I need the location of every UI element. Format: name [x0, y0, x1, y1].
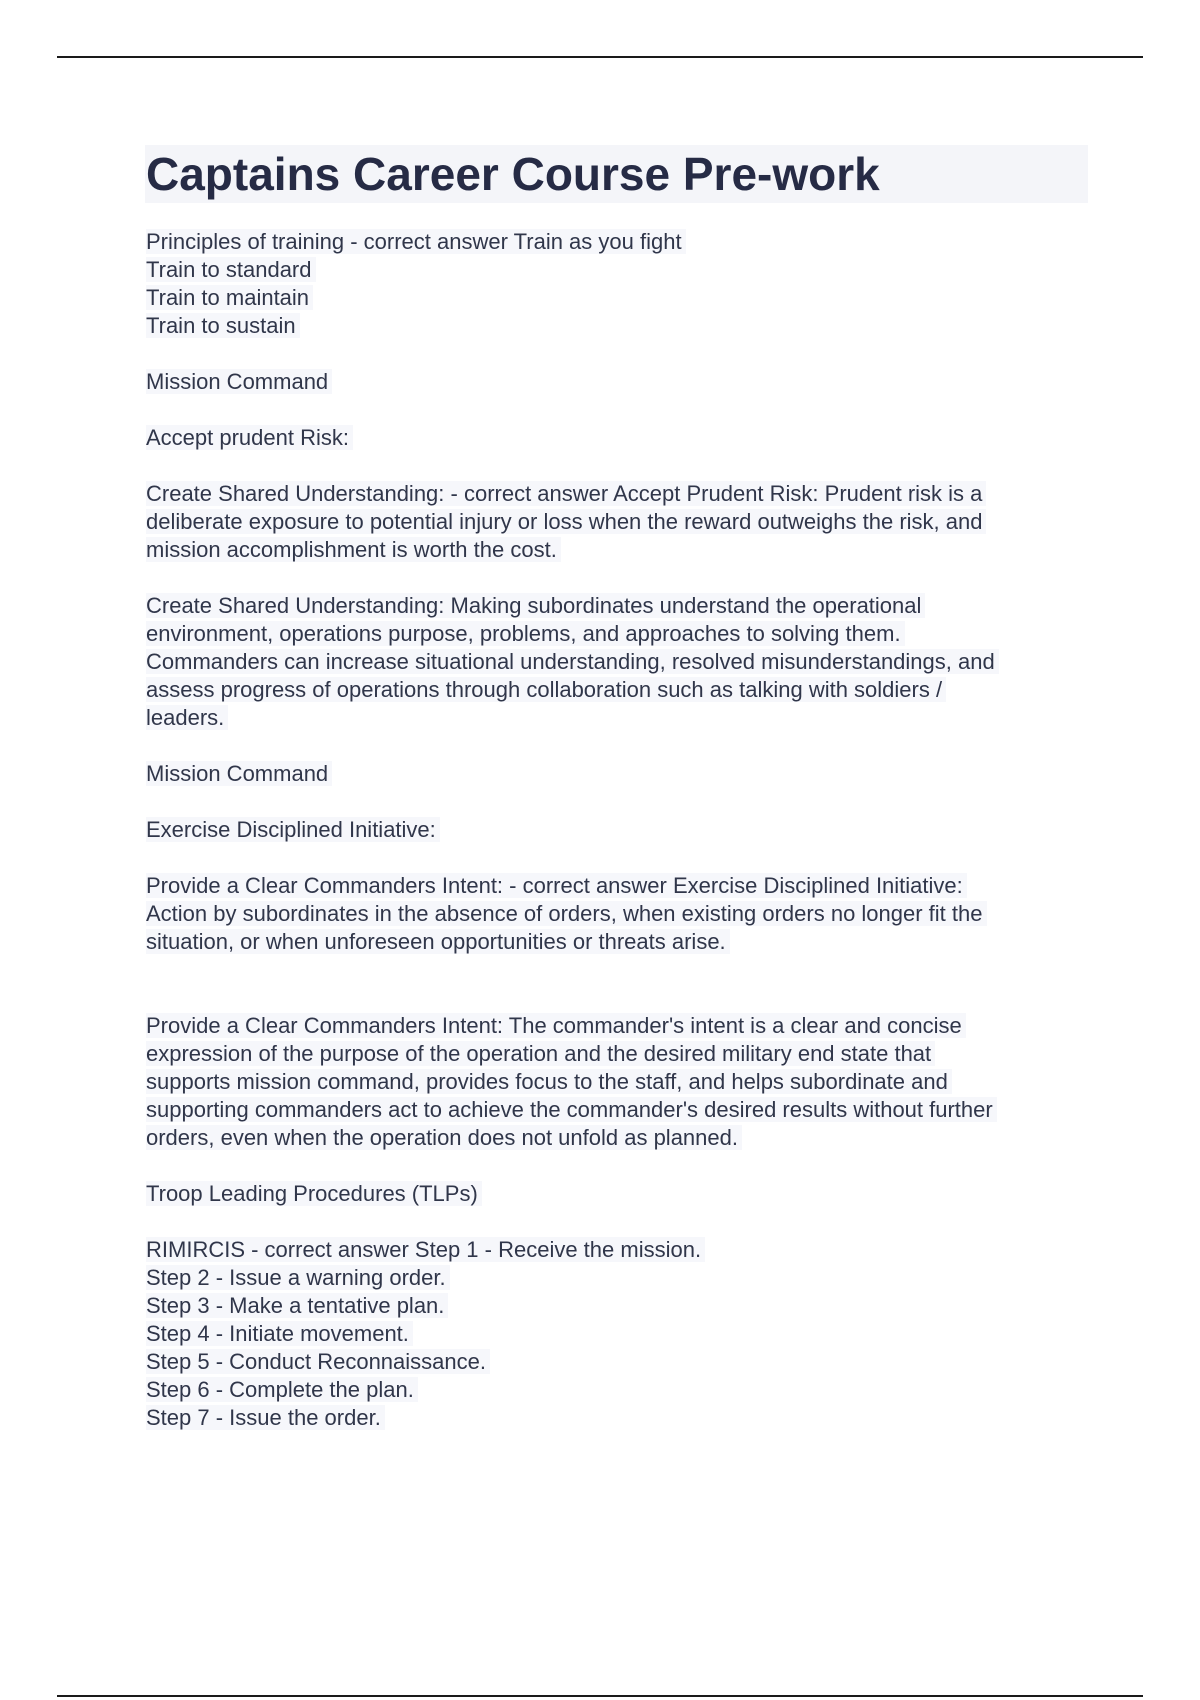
text-line: Step 4 - Initiate movement. [146, 1320, 1096, 1348]
text-line: expression of the purpose of the operation and the desired military end state that [146, 1040, 1096, 1068]
text-line: Train to maintain [146, 284, 1096, 312]
text-line: Create Shared Understanding: Making subordinates understand the operational [146, 592, 1096, 620]
paragraph-commanders-intent-answer [146, 872, 1096, 956]
paragraph-principles-of-training [146, 228, 1096, 340]
paragraph-shared-understanding-definition [146, 592, 1096, 732]
text-line: Step 7 - Issue the order. [146, 1404, 1096, 1432]
text-line: Commanders can increase situational understanding, resolved misunderstandings, and [146, 648, 1096, 676]
text-line: environment, operations purpose, problems, and approaches to solving them. [146, 620, 1096, 648]
text-line: Provide a Clear Commanders Intent: The commander's intent is a clear and concise [146, 1012, 1096, 1040]
text-line: Exercise Disciplined Initiative: [146, 816, 1096, 844]
paragraph-commanders-intent-definition [146, 1012, 1096, 1152]
paragraph-shared-understanding-answer [146, 480, 1096, 564]
text-line: Step 6 - Complete the plan. [146, 1376, 1096, 1404]
text-line: Mission Command [146, 760, 1096, 788]
text-line: orders, even when the operation does not unfold as planned. [146, 1124, 1096, 1152]
text-line: mission accomplishment is worth the cost. [146, 536, 1096, 564]
text-line: Troop Leading Procedures (TLPs) [146, 1180, 1096, 1208]
text-line: Step 2 - Issue a warning order. [146, 1264, 1096, 1292]
text-line: Mission Command [146, 368, 1096, 396]
text-line: Train to sustain [146, 312, 1096, 340]
text-line: leaders. [146, 704, 1096, 732]
text-line: assess progress of operations through collaboration such as talking with soldiers / [146, 676, 1096, 704]
paragraph-troop-leading-procedures [146, 1180, 1096, 1208]
text-line: Step 3 - Make a tentative plan. [146, 1292, 1096, 1320]
document-body [146, 228, 1096, 1460]
text-line: Provide a Clear Commanders Intent: - correct answer Exercise Disciplined Initiative: [146, 872, 1096, 900]
paragraph-rimircis-steps [146, 1236, 1096, 1432]
text-line: Step 5 - Conduct Reconnaissance. [146, 1348, 1096, 1376]
text-line: supports mission command, provides focus to the staff, and helps subordinate and [146, 1068, 1096, 1096]
paragraph-accept-prudent-risk [146, 424, 1096, 452]
header-rule [57, 56, 1143, 58]
text-line: deliberate exposure to potential injury or loss when the reward outweighs the risk, and [146, 508, 1096, 536]
text-line: Principles of training - correct answer Train as you fight [146, 228, 1096, 256]
footer-rule [57, 1695, 1143, 1697]
paragraph-exercise-disciplined-initiative [146, 816, 1096, 844]
text-line: supporting commanders act to achieve the commander's desired results without further [146, 1096, 1096, 1124]
text-line: Action by subordinates in the absence of orders, when existing orders no longer fit the [146, 900, 1096, 928]
paragraph-mission-command [146, 368, 1096, 396]
page-title: Captains Career Course Pre-work [146, 148, 880, 200]
text-line: Create Shared Understanding: - correct answer Accept Prudent Risk: Prudent risk is a [146, 480, 1096, 508]
text-line: situation, or when unforeseen opportunities or threats arise. [146, 928, 1096, 956]
text-line: Train to standard [146, 256, 1096, 284]
paragraph-mission-command [146, 760, 1096, 788]
text-line: RIMIRCIS - correct answer Step 1 - Receive the mission. [146, 1236, 1096, 1264]
text-line: Accept prudent Risk: [146, 424, 1096, 452]
